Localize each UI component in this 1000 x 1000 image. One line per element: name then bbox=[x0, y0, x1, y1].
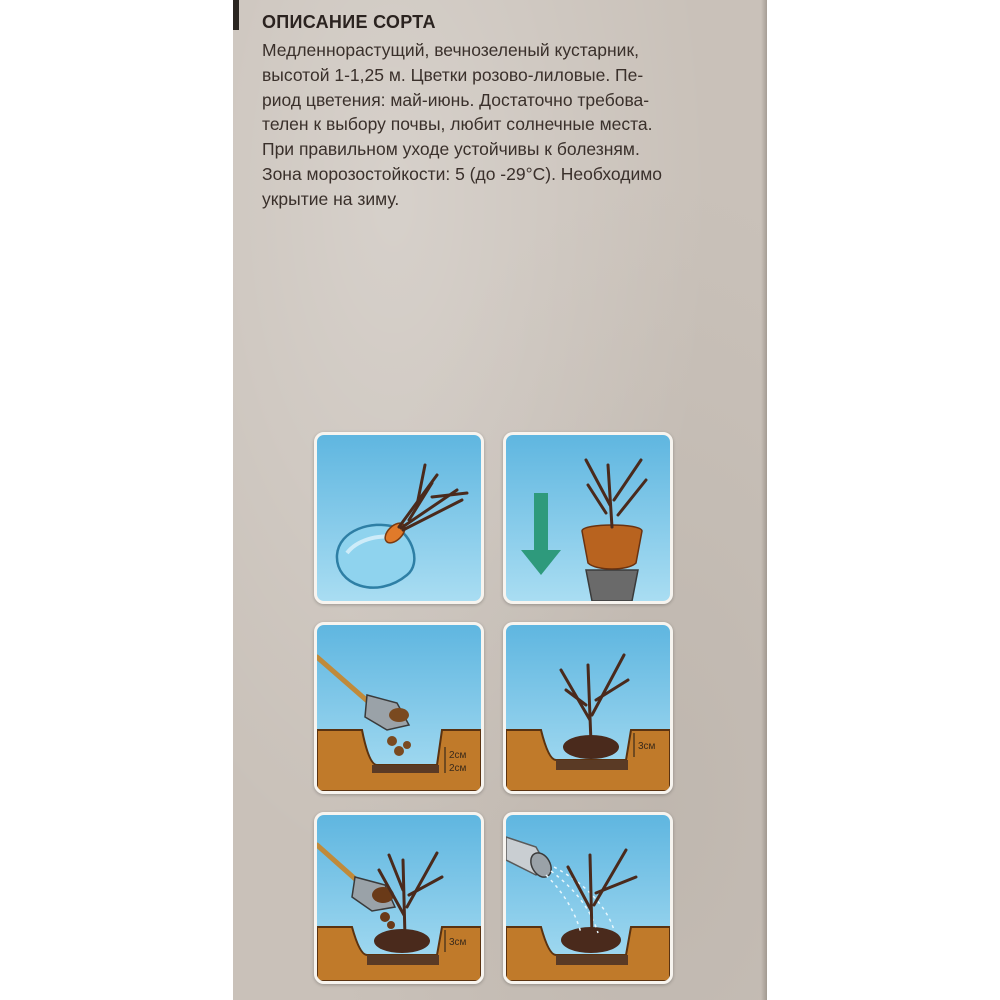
depth-label: 3см bbox=[638, 741, 656, 752]
description-line: При правильном уходе устойчивы к болезням. bbox=[262, 139, 640, 160]
step-watering-panel bbox=[503, 812, 673, 984]
branches-icon bbox=[586, 460, 646, 527]
description-line: Медленнорастущий, вечнозеленый кустарник, bbox=[262, 40, 639, 60]
step-fill-soil-panel bbox=[314, 812, 484, 984]
down-arrow-shaft-icon bbox=[534, 493, 548, 553]
water-stream-icon bbox=[546, 867, 614, 933]
depth-label-bottom: 2см bbox=[449, 763, 467, 774]
branches-icon bbox=[561, 655, 628, 743]
soak-roots-illustration bbox=[317, 435, 481, 601]
branches-icon bbox=[399, 465, 467, 530]
drainage-layer-icon bbox=[367, 955, 439, 965]
dig-hole-illustration bbox=[317, 625, 481, 791]
depth-label-top: 2см bbox=[449, 750, 467, 761]
description-title: ОПИСАНИЕ СОРТА bbox=[262, 12, 436, 32]
description-line: высотой 1-1,25 м. Цветки розово-лиловые. Пе- bbox=[262, 64, 644, 85]
drainage-layer-icon bbox=[556, 760, 628, 770]
description-text bbox=[262, 38, 748, 212]
rootball-icon bbox=[582, 525, 642, 569]
remove-pot-illustration bbox=[506, 435, 670, 601]
description-line: риод цветения: май-июнь. Достаточно требова- bbox=[262, 89, 650, 110]
soil-clump-icon bbox=[389, 708, 409, 722]
pot-icon bbox=[586, 570, 638, 601]
drainage-layer-icon bbox=[556, 955, 628, 965]
description-line: телен к выбору почвы, любит солнечные места. bbox=[262, 114, 653, 135]
step-place-plant-panel bbox=[503, 622, 673, 794]
depth-label: 3см bbox=[449, 937, 467, 948]
fill-soil-illustration bbox=[317, 815, 481, 981]
description-line: укрытие на зиму. bbox=[262, 188, 400, 209]
step-remove-pot-panel bbox=[503, 432, 673, 604]
watering-illustration bbox=[506, 815, 670, 981]
drainage-layer-icon bbox=[372, 765, 439, 773]
rootball-icon bbox=[374, 929, 430, 953]
down-arrow-icon bbox=[521, 550, 561, 575]
step-soak-roots-panel bbox=[314, 432, 484, 604]
shovel-handle-icon bbox=[317, 657, 372, 705]
description-line: Зона морозостойкости: 5 (до -29°C). Необходимо bbox=[262, 163, 662, 184]
step-dig-hole-panel bbox=[314, 622, 484, 794]
place-plant-illustration bbox=[506, 625, 670, 791]
